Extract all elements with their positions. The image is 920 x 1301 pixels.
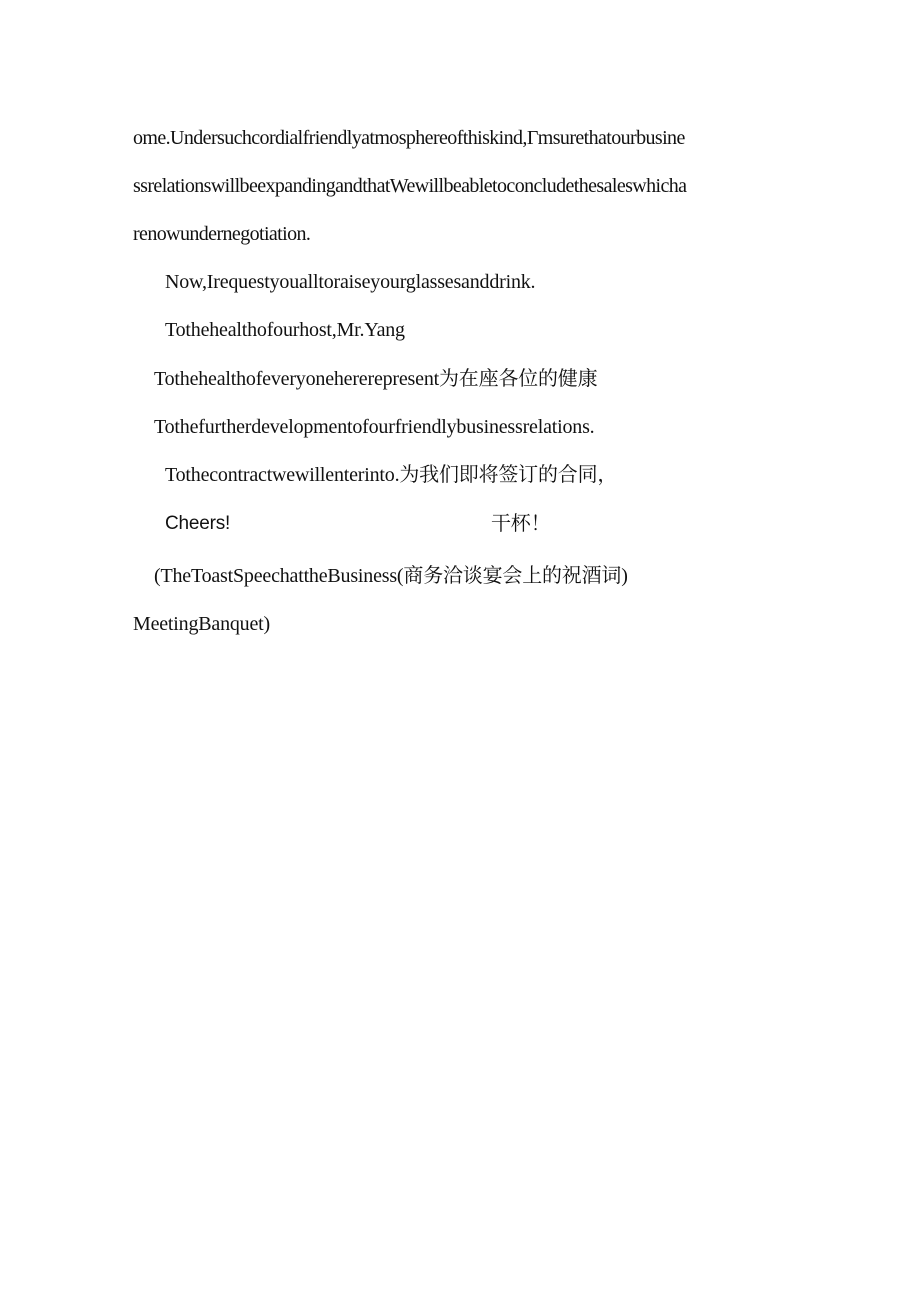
toast-development-line: Tothefurtherdevelopmentofourfriendlybusinessrelations.: [154, 416, 595, 438]
cheers-english: Cheers!: [165, 513, 231, 534]
paragraph-line-3: renowundernegotiation.: [133, 223, 311, 245]
toast-everyone-line: Tothehealthofeveryonehererepresent为在座各位的健康: [154, 368, 598, 390]
source-line-1: (TheToastSpeechattheBusiness(商务洽谈宴会上的祝酒词): [154, 565, 628, 587]
request-line: Now,Irequestyoualltoraiseyourglassesanddrink.: [165, 271, 536, 293]
cheers-chinese: 干杯！: [491, 513, 551, 535]
paragraph-line-1: ome.Undersuchcordialfriendlyatmosphereofthiskind,Γmsurethatourbusine: [133, 127, 685, 149]
toast-contract-line: Tothecontractwewillenterinto.为我们即将签订的合同，: [165, 464, 618, 486]
source-line-2: MeetingBanquet): [133, 613, 270, 635]
paragraph-line-2: ssrelationswillbeexpandingandthatWewillbeabletoconcludethesaleswhicha: [133, 175, 687, 197]
toast-host-line: Tothehealthofourhost,Mr.Yang: [165, 319, 405, 341]
